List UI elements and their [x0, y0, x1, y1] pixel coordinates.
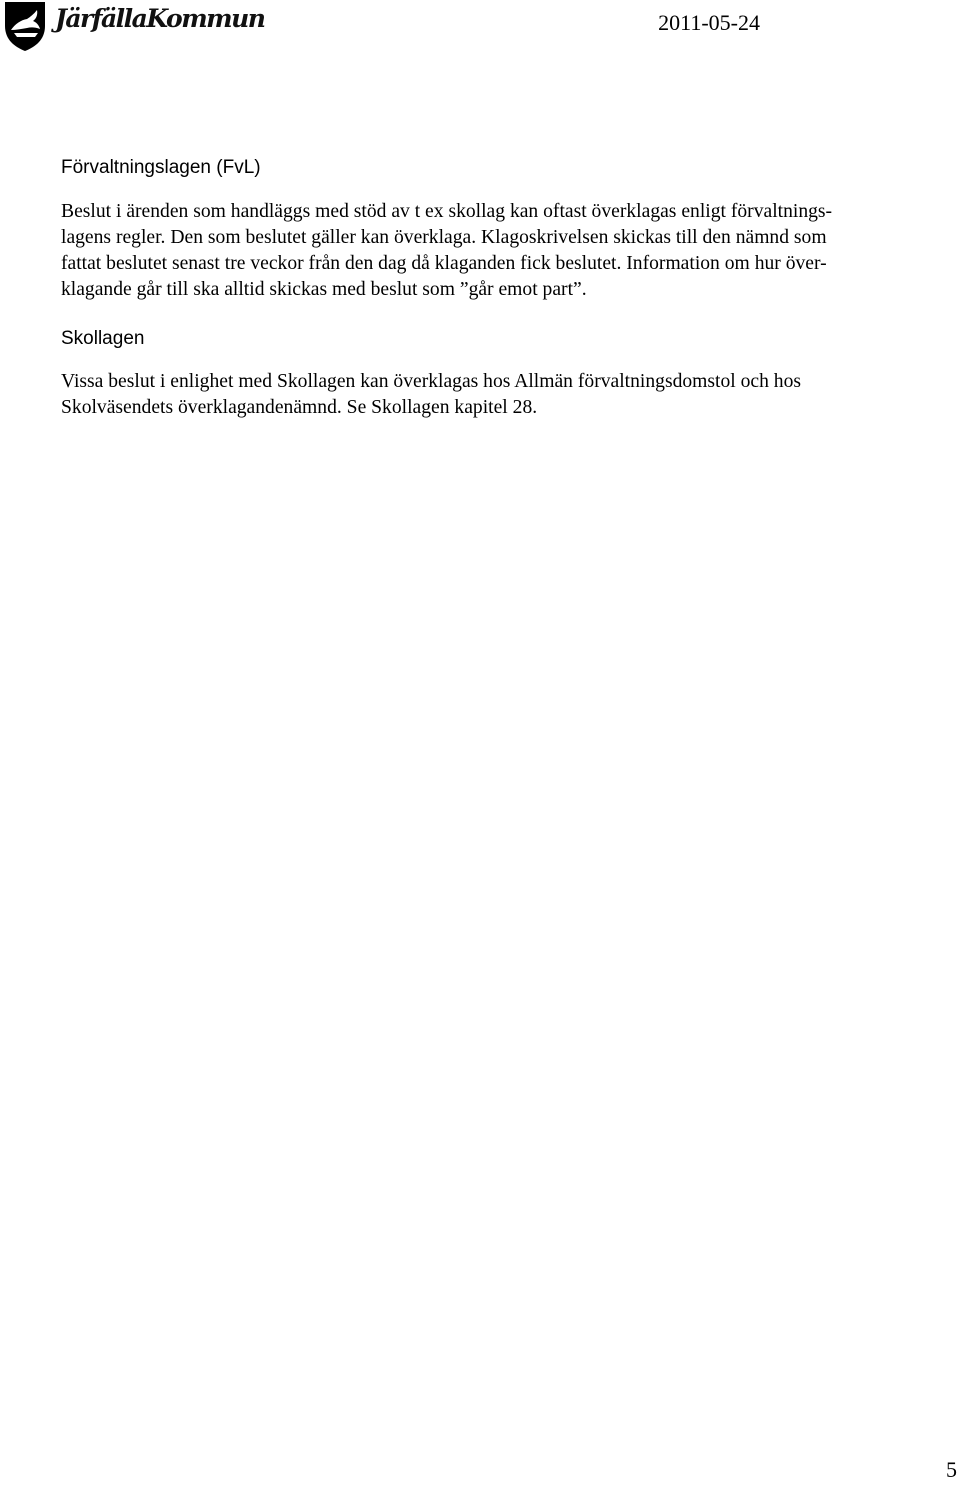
document-date: 2011-05-24: [658, 10, 760, 35]
section-heading-fvl: Förvaltningslagen (FvL): [61, 157, 261, 178]
text-line: Vissa beslut i enlighet med Skollagen kan överklagas hos Allmän förvaltningsdomstol och hos: [61, 371, 802, 392]
page-number: 5: [946, 1457, 957, 1482]
section-paragraph-skollagen: [61, 369, 941, 421]
document-body: [61, 154, 941, 421]
page-header: [0, 0, 960, 56]
text-line: fattat beslutet senast tre veckor från den dag då klaganden fick beslutet. Information om hur över-: [61, 253, 827, 274]
section-heading-skollagen: Skollagen: [61, 328, 145, 349]
text-line: klagande går till ska alltid skickas med beslut som ”går emot part”.: [61, 279, 587, 300]
text-line: Skolväsendets överklagandenämnd. Se Skollagen kapitel 28.: [61, 397, 538, 418]
logo-wordmark: JärfällaKommun: [55, 4, 265, 33]
text-line: lagens regler. Den som beslutet gäller kan överklaga. Klagoskrivelsen skickas till den nämnd som: [61, 227, 827, 248]
coat-of-arms-icon: [2, 0, 48, 52]
section-paragraph-fvl: [61, 199, 941, 303]
text-line: Beslut i ärenden som handläggs med stöd av t ex skollag kan oftast överklagas enligt förvaltnings-: [61, 201, 833, 222]
